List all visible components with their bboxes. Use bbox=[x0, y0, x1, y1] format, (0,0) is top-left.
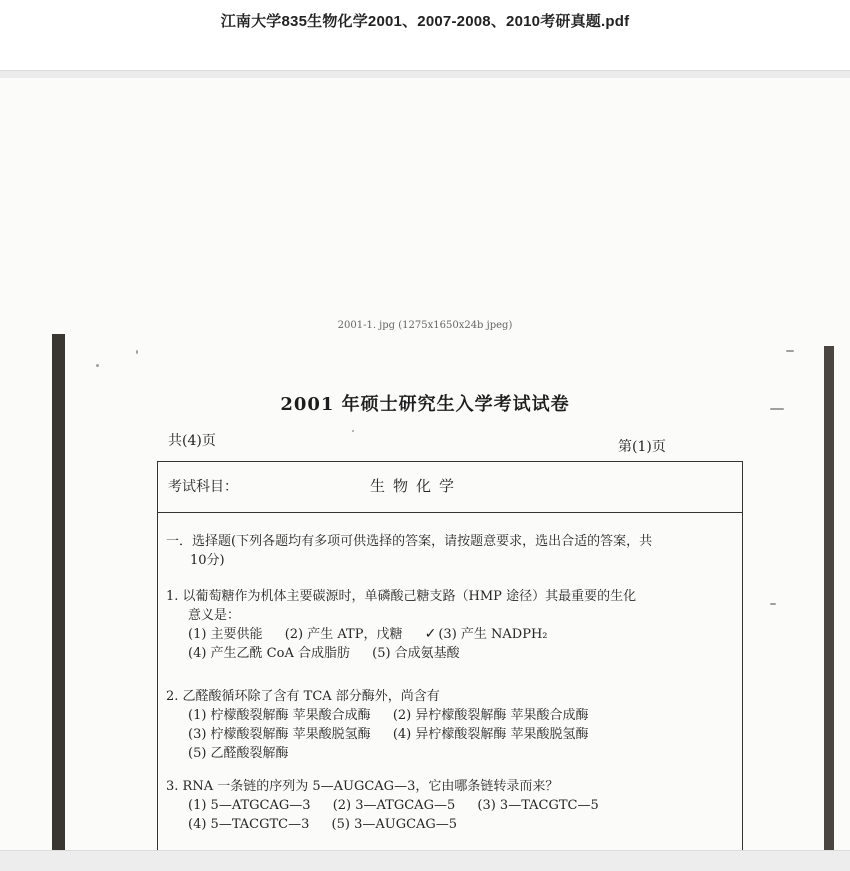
option-row bbox=[166, 725, 736, 744]
scan-caption: 2001-1. jpg (1275x1650x24b jpeg) bbox=[337, 320, 513, 331]
option: (5) 乙醛酸裂解酶 bbox=[188, 746, 289, 761]
subject-label: 考试科目： bbox=[168, 479, 238, 495]
subject-value: 生物化学 bbox=[370, 477, 463, 495]
option: (2) 3—ATGCAG—5 bbox=[332, 798, 456, 813]
option: (3) 3—TACGTC—5 bbox=[477, 798, 599, 813]
document-viewer[interactable] bbox=[0, 78, 850, 850]
option: (4) 异柠檬酸裂解酶 苹果酸脱氢酶 bbox=[392, 727, 589, 742]
option: (4) 5—TACGTC—3 bbox=[188, 817, 310, 832]
option: (2) 异柠檬酸裂解酶 苹果酸合成酶 bbox=[392, 708, 589, 723]
page-total: 共(4)页 bbox=[168, 433, 216, 449]
option: (3) 柠檬酸裂解酶 苹果酸脱氢酶 bbox=[188, 727, 371, 742]
question-stem: 3. RNA 一条链的序列为 5—AUGCAG—3，它由哪条链转录而来？ bbox=[166, 779, 559, 794]
option: (1) 柠檬酸裂解酶 苹果酸合成酶 bbox=[188, 708, 371, 723]
question-1 bbox=[166, 587, 736, 663]
scan-speck bbox=[352, 430, 354, 432]
section-heading-line: 一．选择题(下列各题均有多项可供选择的答案，请按题意要求，选出合适的答案，共 bbox=[166, 534, 653, 549]
subject-row bbox=[158, 462, 742, 513]
question-stem: 意义是： bbox=[188, 608, 241, 623]
option: (1) 主要供能 bbox=[188, 627, 263, 642]
question-stem: 1. 以葡萄糖作为机体主要碳源时，单磷酸己糖支路（HMP 途径）其最重要的生化 bbox=[166, 589, 637, 604]
scan-speck bbox=[786, 350, 794, 352]
scan-speck bbox=[136, 350, 138, 354]
option-row bbox=[166, 815, 736, 834]
option: (3) 产生 NADPH₂ bbox=[438, 627, 548, 642]
option: (4) 产生乙酰 CoA 合成脂肪 bbox=[188, 646, 350, 661]
document-header bbox=[0, 0, 850, 70]
option: (2) 产生 ATP，戊糖 bbox=[284, 627, 403, 642]
section-heading bbox=[166, 532, 736, 570]
document-title: 江南大学835生物化学2001、2007-2008、2010考研真题.pdf bbox=[220, 13, 630, 30]
scan-right-edge bbox=[824, 346, 834, 850]
section-heading-line: 10分) bbox=[190, 553, 225, 568]
scan-speck bbox=[96, 364, 99, 367]
option-row bbox=[166, 706, 736, 725]
option-row bbox=[166, 625, 736, 644]
option-row bbox=[166, 744, 736, 763]
page-number: 第(1)页 bbox=[618, 439, 666, 455]
viewer-footer bbox=[0, 850, 850, 871]
option: (5) 3—AUGCAG—5 bbox=[331, 817, 458, 832]
option: (5) 合成氨基酸 bbox=[372, 646, 460, 661]
handwritten-check-icon: ✓ bbox=[424, 626, 437, 642]
scan-speck bbox=[770, 603, 776, 605]
question-stem: 2. 乙醛酸循环除了含有 TCA 部分酶外，尚含有 bbox=[166, 689, 440, 704]
option-row bbox=[166, 796, 736, 815]
question-3 bbox=[166, 777, 736, 834]
exam-frame bbox=[157, 461, 743, 850]
option: (1) 5—ATGCAG—3 bbox=[188, 798, 311, 813]
exam-title: 2001 年硕士研究生入学考试试卷 bbox=[280, 394, 570, 415]
question-2 bbox=[166, 687, 736, 763]
option-row bbox=[166, 644, 736, 663]
